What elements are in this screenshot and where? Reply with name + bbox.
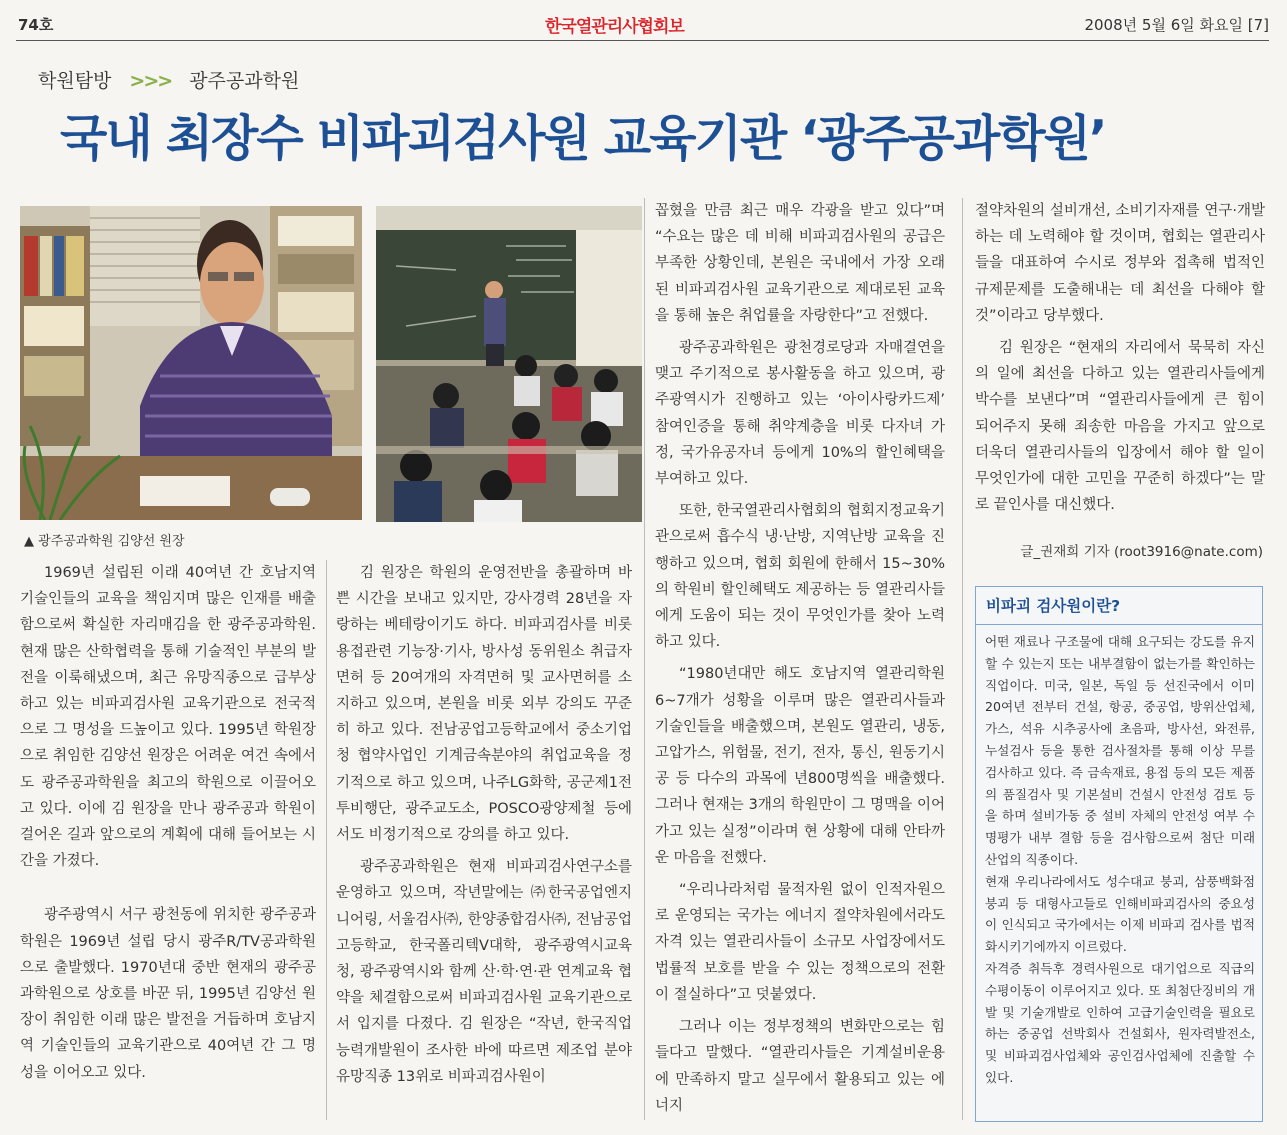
article-paragraph: 김 원장은 학원의 운영전반을 총괄하며 바쁜 시간을 보내고 있지만, 강사경력 28년을 자랑하는 베테랑이기도 하다. 비파괴검사를 비롯 용접관련 기능장·기사, 방사성 동위원소 취급자 면허 등 20여개의 자격면허 및 교사면허를 소지하고 있으며, 본원을 비롯 외부 강의도 꾸준히 하고 있다. 전남공업고등학교에서 중소기업청 협약사업인 기계금속분야의 취업교육을 정기적으로 하고 있으며, 나주LG화학, 공군제1전투비행단, 광주교도소, POSCO광양제철 등에서도 비정기적으로 강의를 하고 있다. [336,565,632,844]
article-paragraph: “우리나라처럼 물적자원 없이 인적자원으로 운영되는 국가는 에너지 절약차원에서라도 자격 있는 열관리사들이 소규모 사업장에서도 법률적 보호를 받을 수 있는 정책으로의 전환이 절실하다”고 덧붙였다. [655,882,945,1003]
article-paragraph: 절약차원의 설비개선, 소비기자재를 연구·개발하는 데 노력해야 할 것이며, 협회는 열관리사들을 대표하여 수시로 정부와 접촉해 법적인 규제문제를 도출해내는 데 최선을 다해야 할 것”이라고 당부했다. [975,203,1265,324]
article-paragraph: 1969년 설립된 이래 40여년 간 호남지역 기술인들의 교육을 책임지며 많은 인재를 배출함으로써 확실한 자리매김을 한 광주공과학원. 현재 많은 산학협력을 통해 기술적인 부분의 발전을 이룩해냈으며, 최근 유망직종으로 급부상 하고 있는 비파괴검사원 교육기관으로 전국적으로 그 명성을 드높이고 있다. 1995년 학원장으로 취임한 김양선 원장은 어려운 여건 속에서도 광주공과학원을 최고의 학원으로 이끌어오고 있다. 이에 김 원장을 만나 광주공과 학원이 걸어온 길과 앞으로의 계획에 대해 들어보는 시간을 가졌다. [20,565,316,870]
column-divider [326,560,327,1120]
director-photo [20,206,362,520]
article-paragraph: 또한, 한국열관리사협회의 협회지정교육기관으로써 흡수식 냉·난방, 지역난방 교육을 진행하고 있으며, 협회 회원에 한해서 15~30%의 학원비 할인혜택도 제공하는 등 열관리사들에게 도움이 되는 것이 무엇인가를 찾아 노력하고 있다. [655,503,945,651]
article-column-1 [20,560,316,1086]
article-paragraph: 꼽혔을 만큼 최근 매우 각광을 받고 있다”며 “수요는 많은 데 비해 비파괴검사원의 공급은 부족한 상황인데, 본원은 국내에서 가장 오래된 비파괴검사원 교육기관으로 제대로된 교육을 통해 높은 취업률을 자랑한다”고 전했다. [655,203,945,324]
column-divider [644,198,645,1120]
kicker [38,66,299,93]
column-divider [962,198,963,1120]
article-column-2 [336,560,632,1090]
article-paragraph: “1980년대만 해도 호남지역 열관리학원 6~7개가 성황을 이루며 많은 열관리사들과 기술인들을 배출했으며, 본원도 열관리, 냉동, 고압가스, 위험물, 전기, 전자, 통신, 원동기시공 등 다수의 과목에 년800명씩을 배출했다. 그러나 현재는 3개의 학원만이 그 명맥을 이어가고 있는 실정”이라며 현 상황에 대해 안타까운 마음을 전했다. [655,666,945,866]
sidebar-paragraph: 자격증 취득후 경력사원으로 대기업으로 직급의 수평이동이 이루어지고 있다. 또 최첨단징비의 개발 및 기술개발로 인하여 고급기술인력을 필요로 하는 중공업 선박회사 건설회사, 원자력발전소, 및 비파괴검사업체와 공인검사업체에 진출할 수 있다. [985,960,1255,1085]
photo-caption: ▲ 광주공과학원 김양선 원장 [24,534,185,549]
header-rule [16,40,1269,41]
article-paragraph: 광주광역시 서구 광천동에 위치한 광주공과 학원은 1969년 설립 당시 광주R/TV공과학원으로 출발했다. 1970년대 중반 현재의 광주공과학원으로 상호를 바꾼 뒤, 1995년 김양선 원장이 취임한 이래 많은 발전을 거듭하며 호남지역 기술인들의 교육기관으로 40여년 간 그 명성을 이어오고 있다. [20,907,316,1081]
article-paragraph: 광주공과학원은 현재 비파괴검사연구소를 운영하고 있으며, 작년말에는 ㈜한국공업엔지니어링, 서울검사㈜, 한양종합검사㈜, 전남공업고등학교, 한국폴리텍V대학, 광주광역시교육청, 광주광역시와 함께 산·학·연·관 연계교육 협약을 체결함으로써 비파괴검사원 교육기관으로서 입지를 다졌다. 김 원장은 “작년, 한국직업능력개발원이 조사한 바에 따르면 제조업 분야 유망직종 13위로 비파괴검사원이 [336,859,632,1085]
newspaper-name: 한국열관리사협회보 [545,17,684,37]
article-column-3 [655,198,945,1119]
classroom-photo-illustration [376,206,642,522]
byline: 글_권재희 기자 (root3916@nate.com) [1020,544,1263,560]
issue-number: 74호 [18,16,54,34]
sidebar-body [985,631,1255,1089]
article-column-4 [975,198,1265,518]
classroom-photo [376,206,642,522]
kicker-section: 학원탐방 [38,70,112,92]
director-photo-illustration [20,206,362,520]
article-paragraph: 그러나 이는 정부정책의 변화만으로는 힘들다고 말했다. “열관리사들은 기계설비운용에 만족하지 말고 실무에서 활용되고 있는 에너지 [655,1019,945,1114]
issue-date: 2008년 5월 6일 화요일 [7] [1084,16,1269,34]
article-paragraph: 광주공과학원은 광천경로당과 자매결연을 맺고 주기적으로 봉사활동을 하고 있으며, 광주광역시가 진행하고 있는 ‘아이사랑카드제’ 참여인증을 통해 취약계층을 비롯 다자녀 가정, 국가유공자녀 등에게 10%의 할인혜택을 부여하고 있다. [655,340,945,488]
sidebar-paragraph: 현재 우리나라에서도 성수대교 붕괴, 삼풍백화점 붕괴 등 대형사고들로 인해비파괴검사의 중요성이 인식되고 국가에서는 이제 비파괴 검사를 법적화시키기에까지 이르렀다. [985,873,1255,955]
sidebar-title: 비파괴 검사원이란? [976,587,1262,625]
sidebar-box [975,586,1263,1122]
kicker-arrows: >>> [129,70,172,92]
article-paragraph: 김 원장은 “현재의 자리에서 묵묵히 자신의 일에 최선을 다하고 있는 열관리사들에게 박수를 보낸다”며 “열관리사들에게 큰 힘이 되어주지 못해 죄송한 마음을 가지고 앞으로 더욱더 열관리사들의 입장에서 해야 할 일이 무엇인가에 대한 고민을 꾸준히 하겠다”는 말로 끝인사를 대신했다. [975,340,1265,514]
kicker-topic: 광주공과학원 [189,70,300,92]
headline: 국내 최장수 비파괴검사원 교육기관 ‘광주공과학원’ [60,110,1106,167]
sidebar-paragraph: 어떤 재료나 구조물에 대해 요구되는 강도를 유지할 수 있는지 또는 내부결함이 없는가를 확인하는 직업이다. 미국, 일본, 독일 등 선진국에서 이미 20여년 전부터 건설, 항공, 중공업, 방위산업체, 가스, 석유 시추공사에 초음파, 방사선, 와전류, 누설검사 등을 통한 검사절차를 통해 이상 무를 검사하고 있다. 즉 금속재료, 용접 등의 모든 제품의 품질검사 및 기본설비 건설시 안전성 검토 등을 하며 설비가동 중 설비 자체의 안전성 여부 수명평가 내부 결함 등을 검사함으로써 첨단 미래 산업의 직종이다. [985,634,1255,867]
